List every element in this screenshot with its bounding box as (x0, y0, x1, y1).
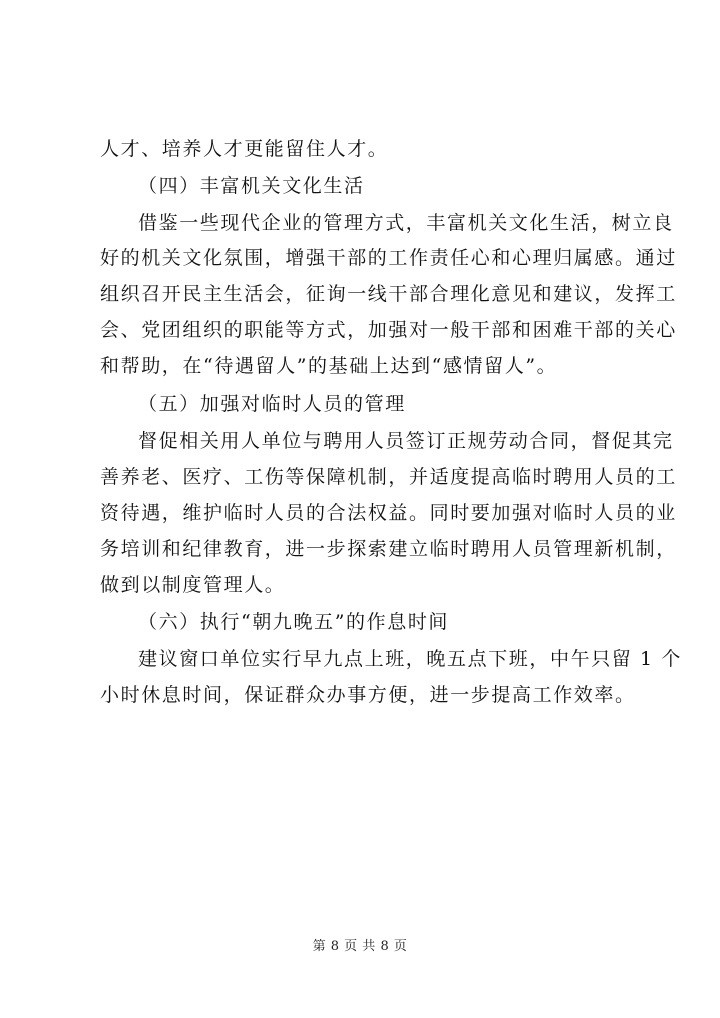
section-heading-4: （四）丰富机关文化生活 (138, 175, 365, 197)
paragraph-line: 人才、培养人才更能留住人才。 (100, 138, 389, 160)
section-heading-6: （六）执行“朝九晚五”的作息时间 (138, 611, 450, 633)
paragraph-line: 好的机关文化氛围，增强干部的工作责任心和心理归属感。通过 (100, 247, 677, 269)
paragraph-line: 做到以制度管理人。 (100, 574, 286, 596)
paragraph-line: 小时休息时间，保证群众办事方便，进一步提高工作效率。 (100, 684, 636, 706)
paragraph-line: 建议窗口单位实行早九点上班，晚五点下班，中午只留 1 个 (138, 648, 682, 670)
paragraph-line: 务培训和纪律教育，进一步探索建立临时聘用人员管理新机制， (100, 538, 677, 560)
page-footer: 第 8 页 共 8 页 (312, 939, 408, 954)
section-heading-5: （五）加强对临时人员的管理 (138, 393, 406, 415)
paragraph-line: 督促相关用人单位与聘用人员签订正规劳动合同，督促其完 (138, 430, 674, 452)
paragraph-line: 组织召开民主生活会，征询一线干部合理化意见和建议，发挥工 (100, 283, 677, 305)
paragraph-line: 借鉴一些现代企业的管理方式，丰富机关文化生活，树立良 (138, 212, 674, 234)
paragraph-line: 资待遇，维护临时人员的合法权益。同时要加强对临时人员的业 (100, 502, 677, 524)
paragraph-line: 善养老、医疗、工伤等保障机制，并适度提高临时聘用人员的工 (100, 466, 677, 488)
paragraph-line: 和帮助，在“待遇留人”的基础上达到“感情留人”。 (100, 355, 558, 377)
paragraph-line: 会、党团组织的职能等方式，加强对一般干部和困难干部的关心 (100, 319, 677, 341)
